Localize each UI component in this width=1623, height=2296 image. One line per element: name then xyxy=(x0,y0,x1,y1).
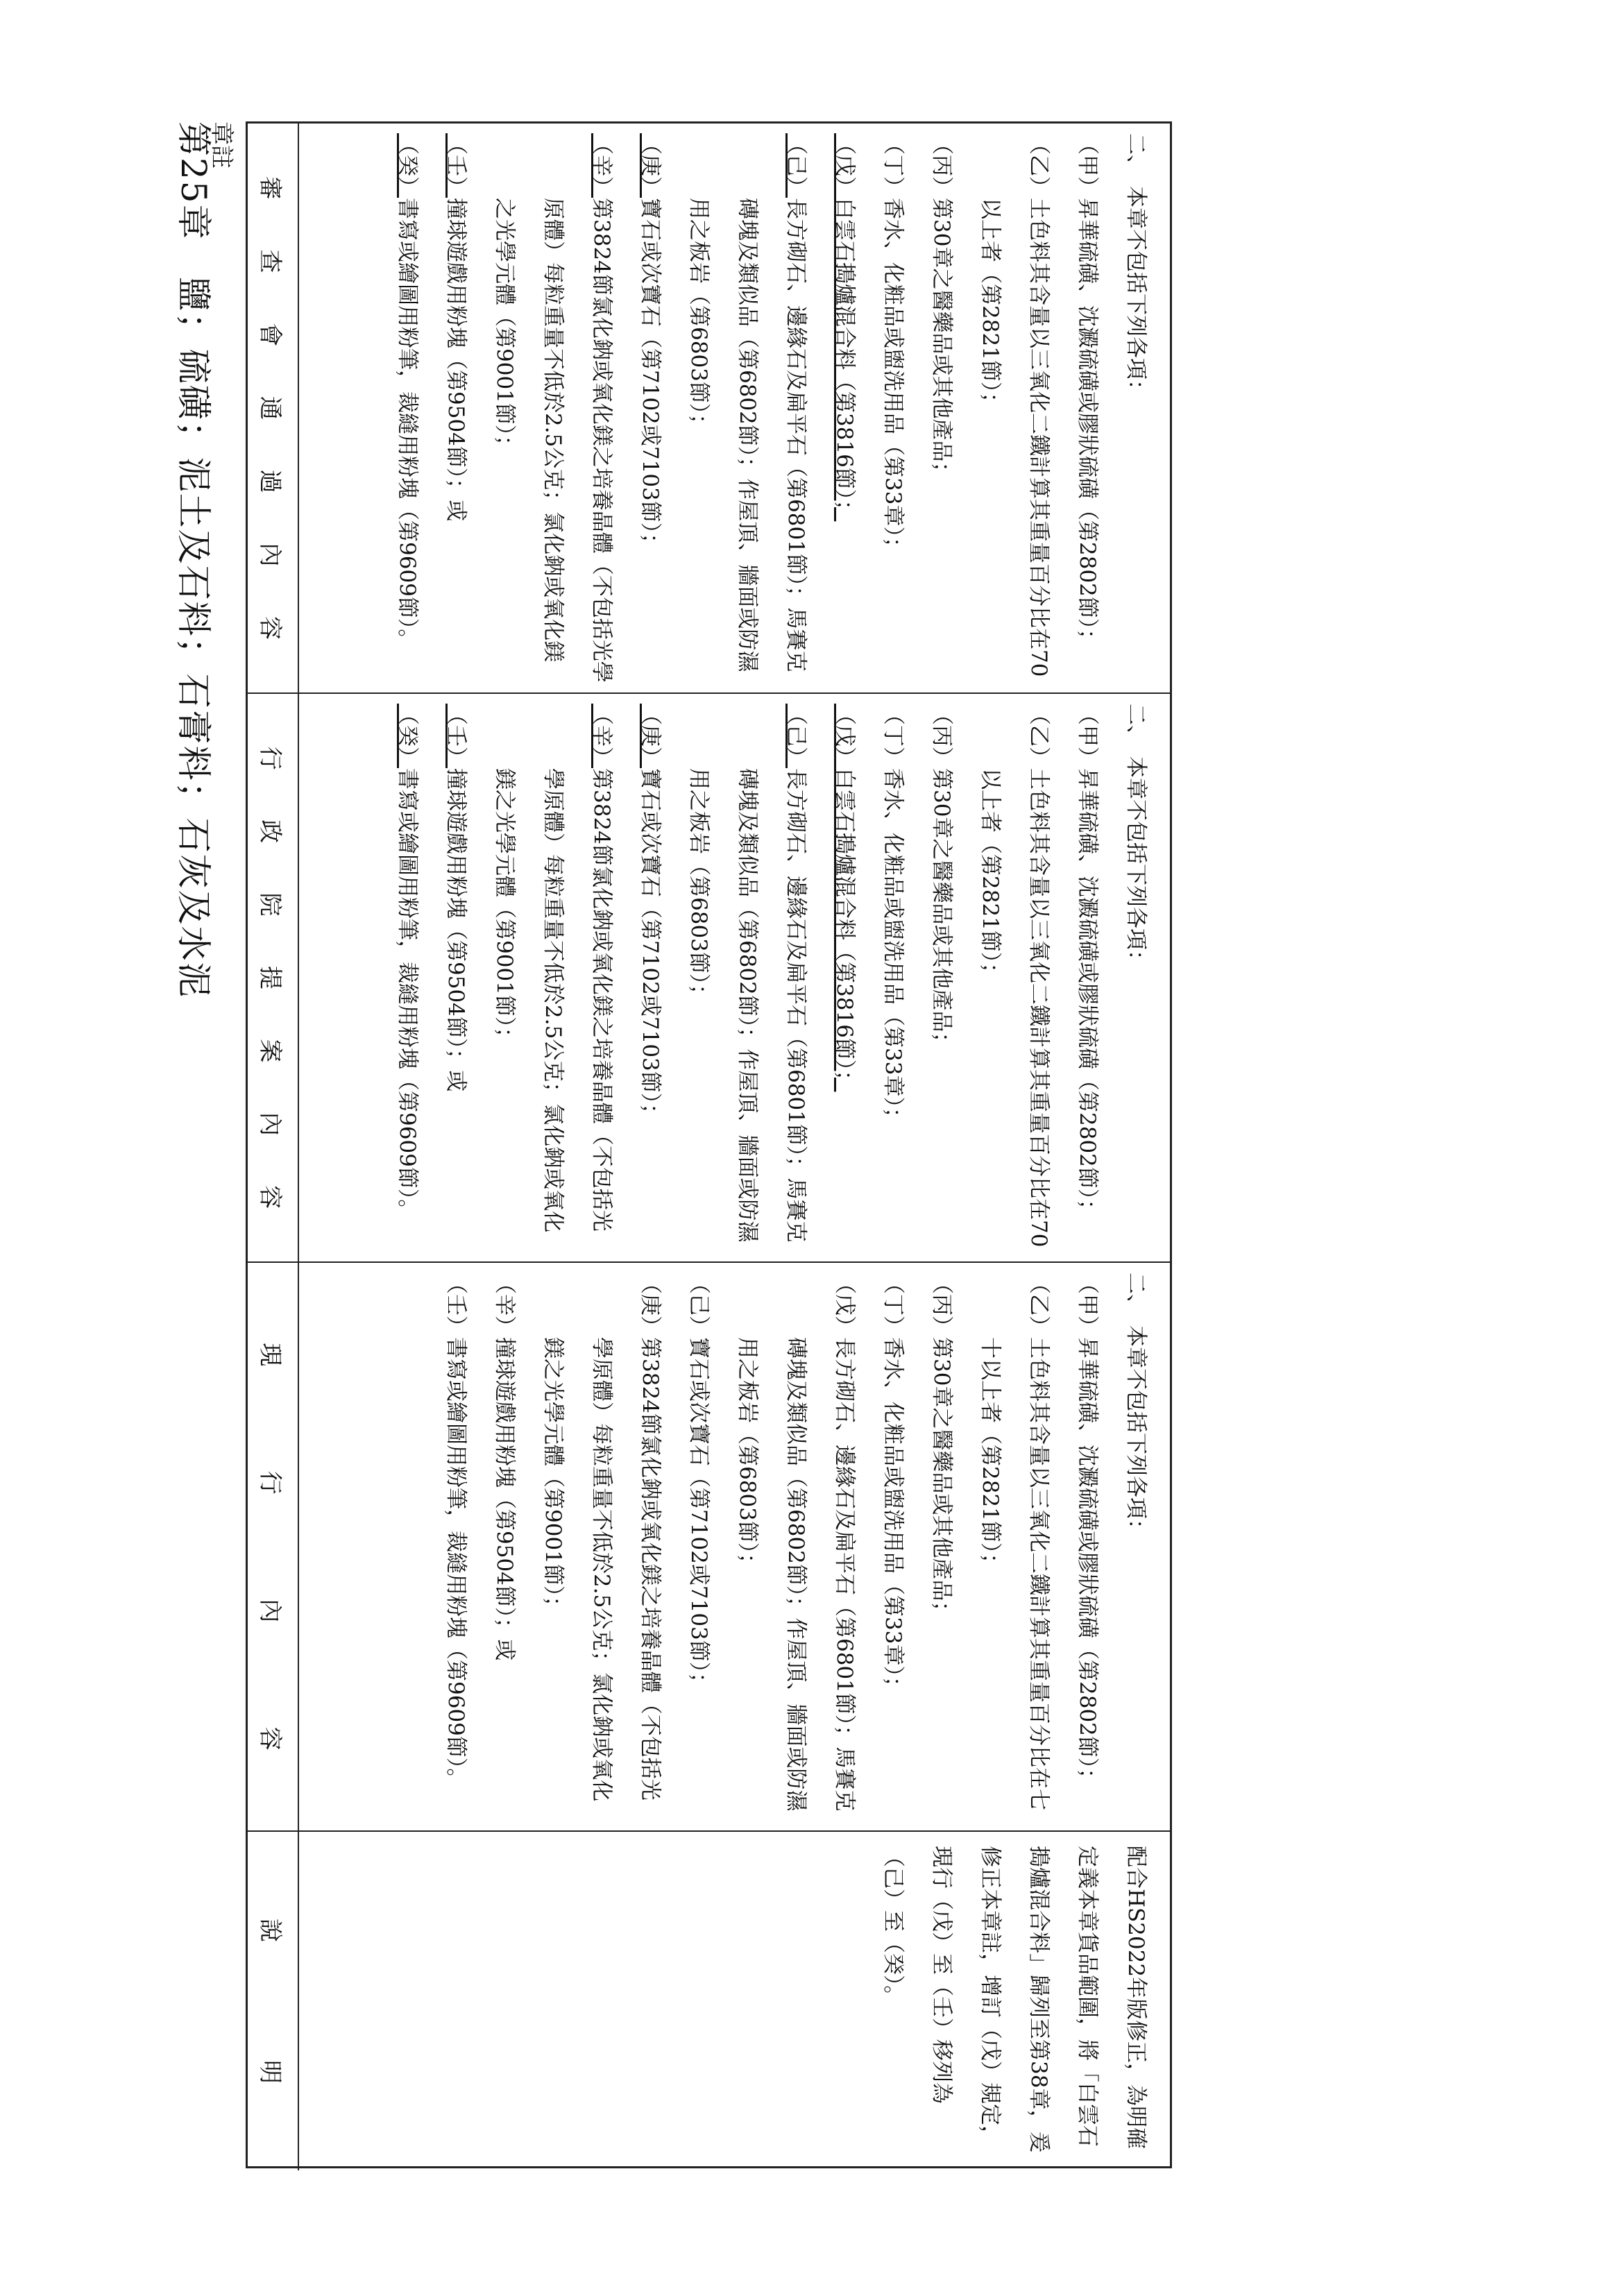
header-char: 容 xyxy=(256,1185,284,1209)
header-char: 容 xyxy=(256,1726,284,1751)
note-column-header xyxy=(248,1832,299,2170)
item-text: 寶石或次寶石（第7102或7103節）； xyxy=(686,1337,711,1694)
item-text: 白雲石搗爐混合料（第3816節）； xyxy=(832,768,857,1092)
item-marker: （辛） xyxy=(589,704,614,768)
item-text: 昇華硫磺、沈澱硫磺或膠狀硫磺（第2802節）； xyxy=(1075,1337,1100,1790)
item-marker: （甲） xyxy=(1075,704,1100,768)
item-text: 第30章之醫藥品或其他產品； xyxy=(929,768,954,1054)
list-item xyxy=(529,1273,674,1821)
list-item xyxy=(1112,133,1160,683)
item-text: 第30章之醫藥品或其他產品； xyxy=(929,1337,954,1623)
proposed-column-body xyxy=(298,694,1170,1261)
list-item xyxy=(480,1273,529,1821)
item-text: 本章不包括下列各項： xyxy=(1123,756,1148,971)
list-item xyxy=(820,704,869,1252)
note-text: 配合HS2022年版修正，為明確定義本章貨品範圍，將「白雲石搗爐混合料」歸列至第38章，爰修正本章註，增訂（戊）規定，現行（戊）至（壬）移列為（己）至（癸）。 xyxy=(881,1846,1148,2153)
list-item xyxy=(1112,704,1160,1252)
item-text: 昇華硫磺、沈澱硫磺或膠狀硫磺（第2802節）； xyxy=(1075,768,1100,1221)
item-marker: （癸） xyxy=(395,133,420,198)
item-marker: （戊） xyxy=(832,704,857,768)
item-marker: 二、 xyxy=(1123,1273,1148,1316)
note-column xyxy=(248,1830,1170,2170)
item-marker: （癸） xyxy=(395,704,420,768)
list-item xyxy=(820,133,869,683)
item-marker: （辛） xyxy=(492,1273,517,1337)
list-item xyxy=(432,704,480,1252)
item-text: 長方砌石、邊緣石及扁平石（第6801節）；馬賽克磚塊及類似品（第6802節）；作屋頂、牆面或防濕用之板岩（第6803節）； xyxy=(686,768,808,1243)
item-marker: （己） xyxy=(783,133,808,198)
list-item xyxy=(917,704,966,1252)
item-marker: （乙） xyxy=(1026,704,1051,768)
header-char: 政 xyxy=(256,819,284,844)
list-item xyxy=(674,704,820,1252)
header-char: 內 xyxy=(256,543,284,567)
item-marker: （甲） xyxy=(1075,1273,1100,1337)
list-item xyxy=(966,1273,1063,1821)
item-text: 土色料其含量以三氧化二鐵計算其重量百分比在70以上者（第2821節）； xyxy=(978,198,1051,677)
item-marker: （丙） xyxy=(929,133,954,198)
header-char: 內 xyxy=(256,1112,284,1136)
list-item xyxy=(626,704,674,1252)
item-marker: （丙） xyxy=(929,704,954,768)
list-item xyxy=(917,133,966,683)
item-text: 土色料其含量以三氧化二鐵計算其重量百分比在70以上者（第2821節）； xyxy=(978,768,1051,1248)
list-item xyxy=(1112,1273,1160,1821)
item-marker: （庚） xyxy=(638,704,663,768)
item-text: 香水、化粧品或盥洗用品（第33章）； xyxy=(881,198,906,559)
item-marker: （戊） xyxy=(832,1273,857,1337)
list-item xyxy=(674,133,820,683)
item-marker: （壬） xyxy=(443,133,468,198)
item-text: 本章不包括下列各項： xyxy=(1123,1325,1148,1540)
item-marker: （丙） xyxy=(929,1273,954,1337)
item-text: 土色料其含量以三氧化二鐵計算其重量百分比在七十以上者（第2821節）； xyxy=(978,1337,1051,1810)
comparison-table xyxy=(246,121,1172,2168)
item-text: 寶石或次寶石（第7102或7103節）； xyxy=(638,768,663,1125)
current-column xyxy=(248,1261,1170,1830)
header-char: 院 xyxy=(256,892,284,917)
list-item xyxy=(966,704,1063,1252)
item-marker: （己） xyxy=(783,704,808,768)
list-item xyxy=(480,704,626,1252)
current-column-header xyxy=(248,1263,299,1830)
list-item xyxy=(383,133,432,683)
review-column-body xyxy=(298,124,1170,692)
item-text: 撞球遊戲用粉塊（第9504節）；或 xyxy=(492,1337,517,1661)
item-marker: （丁） xyxy=(881,133,906,198)
item-text: 書寫或繪圖用粉筆，裁縫用粉塊（第9609節）。 xyxy=(395,198,420,651)
proposed-column-header xyxy=(248,694,299,1261)
header-char: 提 xyxy=(256,965,284,989)
list-item xyxy=(1063,1273,1112,1821)
item-marker: （庚） xyxy=(638,1273,663,1337)
list-item xyxy=(917,1273,966,1821)
proposed-column xyxy=(248,692,1170,1261)
list-item xyxy=(432,133,480,683)
header-char: 過 xyxy=(256,469,284,493)
list-item xyxy=(674,1273,723,1821)
item-text: 寶石或次寶石（第7102或7103節）； xyxy=(638,198,663,555)
item-text: 第3824節氯化鈉或氧化鎂之培養晶體（不包括光學原體）每粒重量不低於2.5公克；氯化鈉或氧化鎂之光學元體（第9001節）； xyxy=(492,198,614,683)
item-marker: （壬） xyxy=(443,704,468,768)
item-text: 第3824節氯化鈉或氧化鎂之培養晶體（不包括光學原體）每粒重量不低於2.5公克；氯化鈉或氧化鎂之光學元體（第9001節）； xyxy=(492,768,614,1233)
item-text: 本章不包括下列各項： xyxy=(1123,186,1148,401)
item-text: 長方砌石、邊緣石及扁平石（第6801節）；馬賽克磚塊及類似品（第6802節）；作屋頂、牆面或防濕用之板岩（第6803節）； xyxy=(686,198,808,672)
header-char: 審 xyxy=(256,176,284,200)
item-marker: （己） xyxy=(686,1273,711,1337)
item-text: 長方砌石、邊緣石及扁平石（第6801節）；馬賽克磚塊及類似品（第6802節）；作屋頂、牆面或防濕用之板岩（第6803節）； xyxy=(735,1337,857,1812)
header-char: 現 xyxy=(256,1343,284,1367)
note-column-body xyxy=(298,1832,1170,2170)
header-char: 案 xyxy=(256,1039,284,1063)
review-column-header xyxy=(248,124,299,692)
list-item xyxy=(626,133,674,683)
item-marker: （乙） xyxy=(1026,133,1051,198)
list-item xyxy=(1063,704,1112,1252)
header-char: 內 xyxy=(256,1599,284,1623)
list-item xyxy=(869,704,917,1252)
list-item xyxy=(432,1273,480,1821)
header-char: 通 xyxy=(256,396,284,420)
item-text: 第3824節氯化鈉或氧化鎂之培養晶體（不包括光學原體）每粒重量不低於2.5公克；氯化鈉或氧化鎂之光學元體（第9001節）； xyxy=(541,1337,663,1802)
item-text: 香水、化粧品或盥洗用品（第33章）； xyxy=(881,768,906,1129)
item-text: 書寫或繪圖用粉筆，裁縫用粉塊（第9609節）。 xyxy=(395,768,420,1221)
header-char: 查 xyxy=(256,249,284,273)
item-marker: （戊） xyxy=(832,133,857,198)
review-column xyxy=(248,124,1170,692)
list-item xyxy=(723,1273,869,1821)
item-marker: 二、 xyxy=(1123,704,1148,747)
item-marker: （乙） xyxy=(1026,1273,1051,1337)
item-text: 書寫或繪圖用粉筆，裁縫用粉塊（第9609節）。 xyxy=(443,1337,468,1790)
header-char: 說 xyxy=(256,1919,284,1942)
item-text: 撞球遊戲用粉塊（第9504節）；或 xyxy=(443,768,468,1092)
item-marker: （壬） xyxy=(443,1273,468,1337)
item-text: 撞球遊戲用粉塊（第9504節）；或 xyxy=(443,198,468,522)
header-char: 行 xyxy=(256,746,284,770)
item-text: 白雲石搗爐混合料（第3816節）； xyxy=(832,198,857,522)
item-marker: （甲） xyxy=(1075,133,1100,198)
list-item xyxy=(383,704,432,1252)
list-item xyxy=(966,133,1063,683)
page-title: 第25章 鹽；硫磺；泥土及石料；石膏料；石灰及水泥 xyxy=(173,121,214,998)
item-text: 第30章之醫藥品或其他產品； xyxy=(929,198,954,484)
item-marker: （丁） xyxy=(881,1273,906,1337)
item-marker: 二、 xyxy=(1123,133,1148,176)
header-char: 明 xyxy=(256,2060,284,2084)
header-char: 行 xyxy=(256,1470,284,1495)
list-item xyxy=(869,133,917,683)
list-item xyxy=(869,1273,917,1821)
item-text: 香水、化粧品或盥洗用品（第33章）； xyxy=(881,1337,906,1698)
item-marker: （庚） xyxy=(638,133,663,198)
list-item xyxy=(1063,133,1112,683)
section-label: 章註 xyxy=(207,121,235,169)
item-text: 昇華硫磺、沈澱硫磺或膠狀硫磺（第2802節）； xyxy=(1075,198,1100,651)
item-marker: （丁） xyxy=(881,704,906,768)
header-char: 容 xyxy=(256,616,284,640)
header-char: 會 xyxy=(256,323,284,347)
list-item xyxy=(480,133,626,683)
current-column-body xyxy=(298,1263,1170,1830)
item-marker: （辛） xyxy=(589,133,614,198)
